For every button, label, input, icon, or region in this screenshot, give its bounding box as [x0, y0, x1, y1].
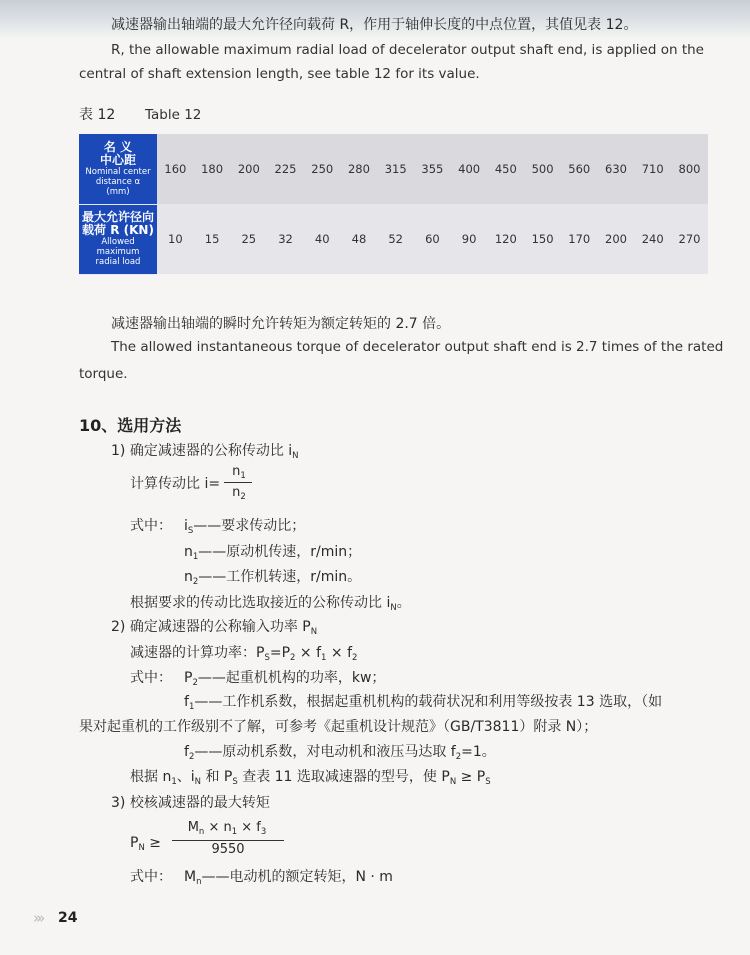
row-header-zh: 最大允许径向 [81, 210, 154, 224]
table-cell: 32 [267, 204, 304, 274]
table-cell: 60 [414, 204, 451, 274]
text: ≥ P [456, 769, 486, 785]
table-cell: 15 [194, 204, 231, 274]
operator: ≥ [144, 835, 161, 851]
symbol: n [184, 544, 193, 560]
text: 。 [396, 595, 411, 611]
intro-zh: 减速器输出轴端的最大允许径向载荷 R，作用于轴伸长度的中点位置，其值见表 12。 [111, 17, 638, 33]
table-cell: 10 [157, 204, 194, 274]
table-cell: 630 [598, 134, 635, 204]
symbol: P [130, 835, 139, 851]
subscript: 2 [455, 752, 462, 762]
step1-title [111, 442, 299, 465]
page-number: 24 [58, 910, 78, 926]
definition: ——工作机转速，r/min。 [198, 569, 362, 585]
step2-where-label: 式中： [130, 670, 172, 686]
table-cell: 280 [341, 134, 378, 204]
subscript: 1 [240, 471, 246, 481]
text: 根据要求的传动比选取接近的公称传动比 i [130, 595, 391, 611]
table-cell: 52 [377, 204, 414, 274]
table-cell: 120 [487, 204, 524, 274]
table-cell: 225 [267, 134, 304, 204]
subscript: 2 [352, 653, 358, 663]
symbol: n [232, 485, 241, 500]
table-cell: 200 [598, 204, 635, 274]
subscript: 1 [171, 777, 177, 787]
subscript: N [138, 843, 145, 853]
definition: ——原动机系数，对电动机和液压马达取 f [194, 744, 456, 760]
step1-numerator [226, 464, 252, 481]
table-cell: 200 [230, 134, 267, 204]
text: × f [326, 645, 353, 661]
text: 、i [176, 769, 195, 785]
table-cell: 170 [561, 204, 598, 274]
subscript: S [485, 777, 491, 787]
torque-note-zh: 减速器输出轴端的瞬时允许转矩为额定转矩的 2.7 倍。 [111, 316, 451, 332]
step1-where-label: 式中： [130, 518, 172, 534]
step3-denominator: 9550 [211, 842, 245, 857]
row-header-center-distance [79, 134, 157, 204]
subscript: 2 [240, 492, 246, 502]
table-cell: 560 [561, 134, 598, 204]
table-cell: 800 [671, 134, 708, 204]
definition: ——电动机的额定转矩，N · m [201, 869, 393, 885]
step2-conclusion [130, 768, 491, 791]
step2-calc [130, 644, 357, 667]
symbol: × n [204, 820, 232, 835]
table-cell: 180 [194, 134, 231, 204]
table-cell: 400 [451, 134, 488, 204]
text: =P [269, 645, 291, 661]
table-cell: 270 [671, 204, 708, 274]
subscript: S [187, 526, 194, 536]
step2-def2 [184, 693, 662, 716]
step1-conclusion [130, 594, 411, 617]
step1-def1 [184, 517, 305, 540]
row-header-radial-load [79, 204, 157, 274]
row-header-zh: 中心距 [99, 152, 136, 167]
subscript: 2 [192, 678, 198, 688]
subscript: N [449, 777, 457, 787]
chevron-icon: »» [33, 909, 40, 927]
subscript: 1 [321, 653, 327, 663]
table-cell: 25 [230, 204, 267, 274]
definition: ——工作机系数，根据起重机机构的载荷状况和利用等级按表 13 选取，（如 [194, 694, 663, 710]
table-cell: 450 [487, 134, 524, 204]
step3-def1 [184, 868, 393, 891]
step3-lhs [130, 834, 161, 857]
subscript: n [196, 877, 202, 887]
table-cell: 315 [377, 134, 414, 204]
text: 减速器的计算功率：P [130, 645, 265, 661]
definition: ——起重机机构的功率，kw； [197, 670, 386, 686]
symbol: M [184, 869, 197, 885]
step2-def3 [184, 743, 496, 766]
intro-en-line2: central of shaft extension length, see table 12 for its value. [79, 66, 480, 82]
symbol: f [184, 744, 189, 760]
subscript: 2 [192, 577, 199, 587]
row-header-en: Allowed maximum radial load [95, 237, 141, 267]
row-header-en: Nominal center distance α (mm) [85, 166, 151, 197]
symbol: × f [237, 820, 261, 835]
symbol: P [184, 670, 193, 686]
subscript: N [292, 451, 299, 461]
step2-def2-cont: 果对起重机的工作级别不了解，可参考《起重机设计规范》（GB/T3811）附录 N）； [79, 719, 598, 735]
table-cell: 160 [157, 134, 194, 204]
table-cell: 90 [451, 204, 488, 274]
definition: ——要求传动比； [193, 518, 306, 534]
step3-numerator [172, 820, 282, 837]
symbol: M [187, 820, 199, 835]
table-cell: 40 [304, 204, 341, 274]
step2-def1 [184, 669, 385, 692]
step1-denominator [226, 485, 252, 502]
table-cell: 240 [634, 204, 671, 274]
text: 根据 n [130, 769, 172, 785]
torque-note-en-line2: torque. [79, 366, 128, 382]
step2-title [111, 618, 317, 641]
step1-def3 [184, 568, 361, 591]
step2-title-text: 2) 确定减速器的公称输入功率 P [111, 619, 311, 635]
fraction-bar [224, 482, 252, 483]
table-cell: 150 [524, 204, 561, 274]
section-title: 10、选用方法 [79, 416, 182, 435]
symbol: n [184, 569, 193, 585]
spec-table [79, 134, 708, 275]
step3-where-label: 式中： [130, 869, 172, 885]
text: × f [295, 645, 322, 661]
subscript: S [232, 777, 238, 787]
step1-title-text: 1) 确定减速器的公称传动比 i [111, 443, 293, 459]
subscript: 1 [231, 827, 238, 837]
table-row-radial-load [79, 204, 708, 274]
subscript: 2 [188, 752, 195, 762]
table-caption-zh: 表 12 [79, 107, 116, 123]
fraction-bar [172, 840, 284, 841]
step1-def2 [184, 543, 361, 566]
table-cell: 355 [414, 134, 451, 204]
table-caption-en: Table 12 [145, 107, 202, 123]
row-header-zh: 载荷 R (KN) [82, 223, 154, 237]
symbol: i [184, 518, 188, 534]
symbol: f [184, 694, 189, 710]
intro-en-line1: R, the allowable maximum radial load of decelerator output shaft end, is applied on the [111, 42, 704, 58]
symbol: n [232, 464, 241, 479]
subscript: N [194, 777, 201, 787]
text: =1。 [461, 744, 496, 760]
subscript: 1 [192, 552, 199, 562]
torque-note-en-line1: The allowed instantaneous torque of decelerator output shaft end is 2.7 times of the rated [111, 339, 724, 355]
subscript: N [310, 627, 318, 637]
table-cell: 500 [524, 134, 561, 204]
text: 和 P [201, 769, 233, 785]
definition: ——原动机传速，r/min； [198, 544, 362, 560]
text: 查表 11 选取减速器的型号，使 P [237, 769, 450, 785]
table-cell: 250 [304, 134, 341, 204]
subscript: 1 [188, 702, 195, 712]
subscript: S [264, 653, 270, 663]
step1-formula-label: 计算传动比 i= [130, 476, 221, 492]
subscript: 3 [260, 827, 267, 837]
subscript: N [390, 603, 397, 613]
table-row-center-distance [79, 134, 708, 204]
table-cell: 710 [634, 134, 671, 204]
step3-title: 3) 校核减速器的最大转矩 [111, 795, 270, 811]
table-cell: 48 [341, 204, 378, 274]
subscript: n [198, 827, 205, 837]
subscript: 2 [290, 653, 296, 663]
row-header-zh: 名 义 [103, 139, 133, 154]
